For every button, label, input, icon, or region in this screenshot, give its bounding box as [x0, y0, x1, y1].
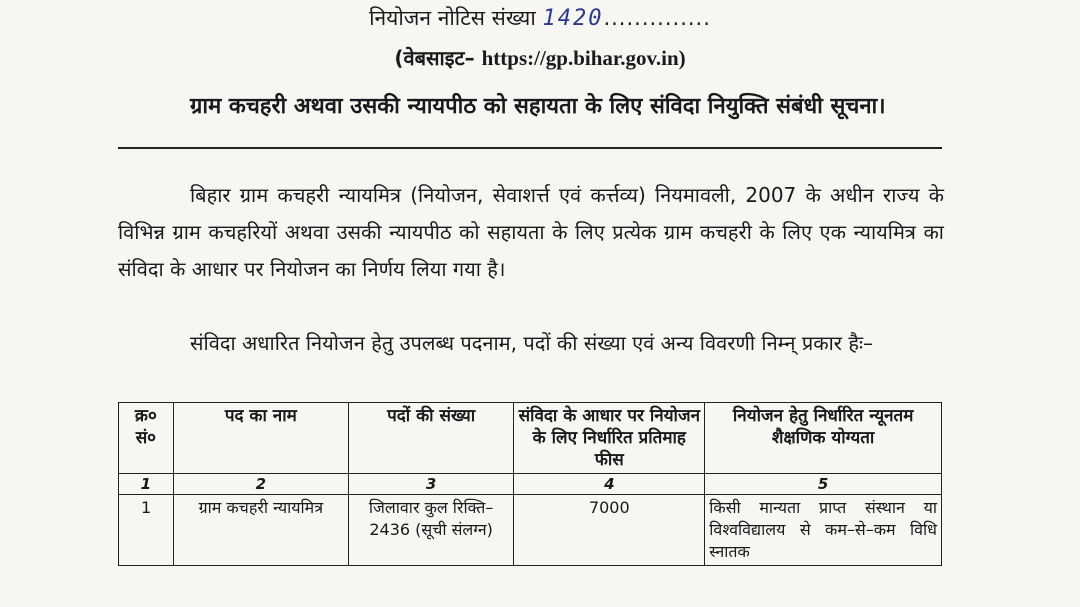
website-url: https://gp.bihar.gov.in)	[481, 46, 686, 70]
heading-divider	[118, 147, 942, 149]
table-row	[119, 495, 942, 566]
cell-post: ग्राम कचहरी न्यायमित्र	[173, 495, 348, 566]
table-index-row	[119, 474, 942, 495]
notice-number: 1420	[542, 6, 604, 31]
index-cell: 5	[705, 474, 942, 495]
index-cell: 1	[119, 474, 174, 495]
header-count: पदों की संख्या	[348, 403, 513, 474]
index-cell: 2	[173, 474, 348, 495]
cell-serial: 1	[119, 495, 174, 566]
vacancy-table	[118, 402, 942, 566]
paragraph-rules: बिहार ग्राम कचहरी न्यायमित्र (नियोजन, सेवाशर्त्त एवं कर्त्तव्य) नियमावली, 2007 के अधीन राज्य के विभिन्न ग्राम कचहरियों अथवा उसकी न्यायपीठ को सहायता के लिए प्रत्येक ग्राम कचहरी के लिए एक न्यायमित्र का संविदा के आधार पर नियोजन का निर्णय लिया गया है।	[118, 183, 944, 281]
index-cell: 3	[348, 474, 513, 495]
website-label: (वेबसाइट–	[394, 46, 475, 70]
header-serial: क्र० सं०	[119, 403, 174, 474]
header-post: पद का नाम	[173, 403, 348, 474]
paragraph-details: संविदा अधारित नियोजन हेतु उपलब्ध पदनाम, पदों की संख्या एवं अन्य विवरणी निम्न् प्रकार हैः–	[190, 331, 873, 355]
notice-number-line	[0, 4, 1080, 32]
table-header-row	[119, 403, 942, 474]
website-line	[0, 44, 1080, 71]
index-cell: 4	[514, 474, 705, 495]
header-qualification: नियोजन हेतु निर्धारित न्यूनतम शैक्षणिक योग्यता	[705, 403, 942, 474]
cell-fee: 7000	[514, 495, 705, 566]
header-fee: संविदा के आधार पर नियोजन के लिए निर्धारित प्रतिमाह फीस	[514, 403, 705, 474]
notice-label: नियोजन नोटिस संख्या	[369, 6, 536, 30]
cell-count: जिलावार कुल रिक्ति–2436 (सूची संलग्न)	[348, 495, 513, 566]
notice-heading: ग्राम कचहरी अथवा उसकी न्यायपीठ को सहायता के लिए संविदा नियुक्ति संबंधी सूचना।	[190, 94, 886, 119]
notice-dots: ..............	[603, 6, 711, 30]
cell-qualification: किसी मान्यता प्राप्त संस्थान या विश्वविद्यालय से कम–से–कम विधि स्नातक	[705, 495, 942, 566]
